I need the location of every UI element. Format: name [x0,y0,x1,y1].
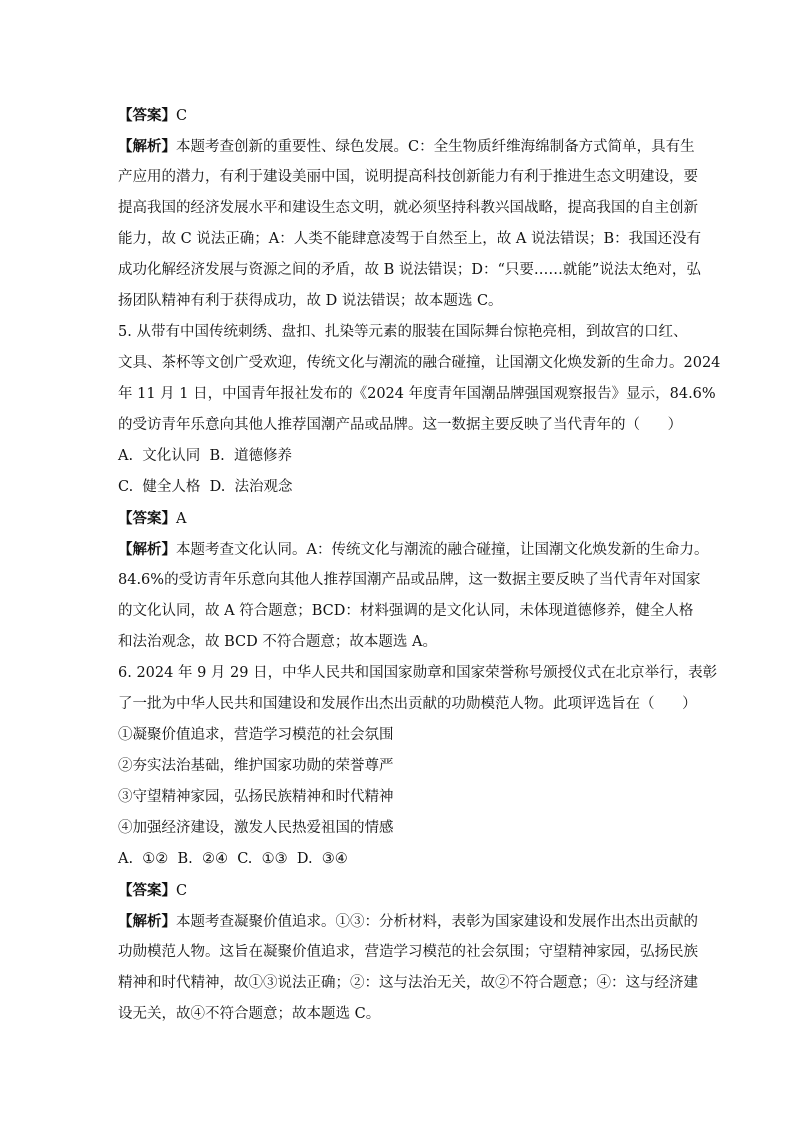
q4-analysis-line-4: 能力，故 C 说法正确；A：人类不能肆意凌驾于自然至上，故 A 说法错误；B：我国还没有 [118,231,702,247]
q5-options-line-2: C. 健全人格 D. 法治观念 [118,479,293,495]
q5-analysis-line-2: 84.6%的受访青年乐意向其他人推荐国潮产品或品牌，这一数据主要反映了当代青年对国家 [118,572,701,588]
q6-answer-value: C [176,883,188,899]
q4-analysis-line-5: 成功化解经济发展与资源之间的矛盾，故 B 说法错误；D：“只要……就能”说法太绝对，弘 [118,262,701,278]
q5-options-line-1: A. 文化认同 B. 道德修养 [118,448,292,464]
q4-analysis-line-1 [118,131,695,162]
q4-answer [118,100,678,131]
q4-answer-value: C [176,108,188,124]
q5-stem-line-2: 文具、茶杯等文创广受欢迎，传统文化与潮流的融合碰撞，让国潮文化焕发新的生命力。2024 [118,355,721,371]
q5-analysis-line-1 [118,534,709,565]
q6-statement-2: ②夯实法治基础，维护国家功勋的荣誉尊严 [118,758,394,774]
q5-analysis-line-4: 和法治观念，故 BCD 不符合题意；故本题选 A。 [118,634,437,650]
q6-stem-line-2: 了一批为中华人民共和国建设和发展作出杰出贡献的功勋模范人物。此项评选旨在（ ） [118,696,697,712]
document-content [118,100,721,1030]
q4-answer-label: 【答案】 [118,107,176,124]
q6-analysis-label: 【解析】 [118,913,176,930]
q6-answer [118,875,678,906]
q6-statement-3: ③守望精神家园，弘扬民族精神和时代精神 [118,789,394,805]
q6-analysis-line-1 [118,906,698,937]
q4-analysis-label: 【解析】 [118,138,176,155]
q5-stem-line-4: 的受访青年乐意向其他人推荐国潮产品或品牌。这一数据主要反映了当代青年的（ ） [118,417,683,433]
q6-stem-line-1: 6. 2024 年 9 月 29 日，中华人民共和国国家勋章和国家荣誉称号颁授仪式在北京举行，表彰 [118,665,718,681]
q6-analysis-line-4: 设无关，故④不符合题意；故本题选 C。 [118,1006,381,1022]
q5-answer [118,503,678,534]
q6-analysis-line-2: 功勋模范人物。这旨在凝聚价值追求，营造学习模范的社会氛围；守望精神家园，弘扬民族 [118,944,698,960]
q4-analysis-line-6: 扬团队精神有利于获得成功，故 D 说法错误；故本题选 C。 [118,293,503,309]
q4-analysis-line-3: 提高我国的经济发展水平和建设生态文明，就必须坚持科教兴国战略，提高我国的自主创新 [118,200,698,216]
q6-analysis-line-3: 精神和时代精神，故①③说法正确；②：这与法治无关，故②不符合题意；④：这与经济建 [118,975,698,991]
q5-answer-value: A [176,511,187,527]
q6-statement-1: ①凝聚价值追求，营造学习模范的社会氛围 [118,727,394,743]
q5-answer-label: 【答案】 [118,510,176,527]
q4-analysis-line-2: 产应用的潜力，有利于建设美丽中国，说明提高科技创新能力有利于推进生态文明建设，要 [118,169,698,185]
q5-analysis-line-3: 的文化认同，故 A 符合题意；BCD：材料强调的是文化认同，未体现道德修养，健全人格 [118,603,694,619]
q6-statement-4: ④加强经济建设，激发人民热爱祖国的情感 [118,820,394,836]
q5-stem-line-1: 5. 从带有中国传统刺绣、盘扣、扎染等元素的服装在国际舞台惊艳亮相，到故宫的口红、 [118,324,688,340]
q5-analysis-text-1: 本题考查文化认同。A：传统文化与潮流的融合碰撞，让国潮文化焕发新的生命力。 [176,542,709,558]
q5-analysis-label: 【解析】 [118,541,176,558]
q6-options-line: A. ①② B. ②④ C. ①③ D. ③④ [118,851,348,867]
q6-answer-label: 【答案】 [118,882,176,899]
q6-analysis-text-1: 本题考查凝聚价值追求。①③：分析材料，表彰为国家建设和发展作出杰出贡献的 [176,914,698,930]
q5-stem-line-3: 年 11 月 1 日，中国青年报社发布的《2024 年度青年国潮品牌强国观察报告》显示，84.6% [118,386,716,402]
q4-analysis-text-1: 本题考查创新的重要性、绿色发展。C：全生物质纤维海绵制备方式简单，具有生 [176,139,695,155]
